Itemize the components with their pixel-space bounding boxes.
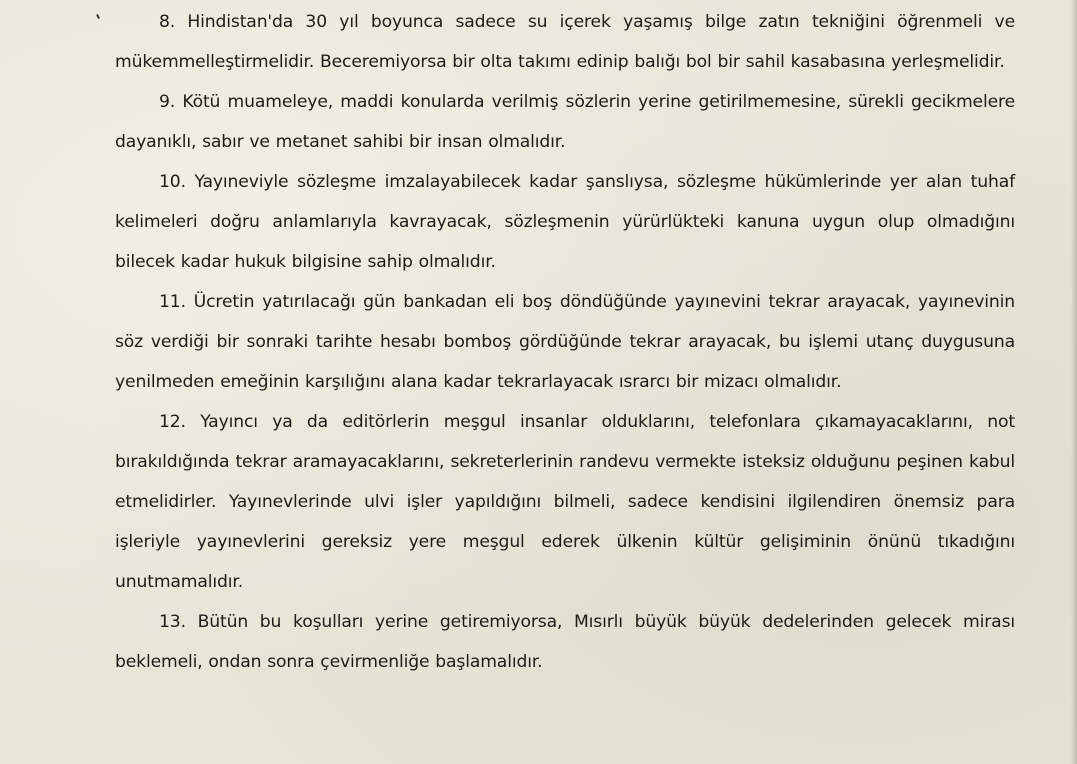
paragraph-item-12: 12. Yayıncı ya da editörlerin meşgul insanlar olduklarını, telefonlara çıkamayacaklarını, not bırakıldığında tekrar aramayacaklarını, sekreterlerinin randevu vermekte isteksiz olduğunu peşinen kabul etmelidirler. Yayınevlerinde ulvi işler yapıldığını bilmeli, sadece kendisini ilgilendiren önemsiz para işleriyle yayınevlerini gereksiz yere meşgul ederek ülkenin kültür gelişiminin önünü tıkadığını unutmamalıdır.: [115, 412, 1015, 592]
paragraph-item-11: 11. Ücretin yatırılacağı gün bankadan eli boş döndüğünde yayınevini tekrar arayacak, yayınevinin söz verdiği bir sonraki tarihte hesabı bomboş gördüğünde tekrar arayacak, bu işlemi utanç duygusuna yenilmeden emeğinin karşılığını alana kadar tekrarlayacak ısrarcı bir mizacı olmalıdır.: [115, 292, 1015, 392]
paragraph-item-9: 9. Kötü muameleye, maddi konularda verilmiş sözlerin yerine getirilmemesine, sürekli gecikmelere dayanıklı, sabır ve metanet sahibi bir insan olmalıdır.: [115, 92, 1015, 152]
scan-speck: [96, 14, 100, 19]
page-edge-shadow: [1071, 0, 1077, 764]
text-block: [115, 2, 1015, 682]
paragraph-item-10: 10. Yayıneviyle sözleşme imzalayabilecek kadar şanslıysa, sözleşme hükümlerinde yer alan tuhaf kelimeleri doğru anlamlarıyla kavrayacak, sözleşmenin yürürlükteki kanuna uygun olup olmadığını bilecek kadar hukuk bilgisine sahip olmalıdır.: [115, 172, 1015, 272]
paragraph-item-13: 13. Bütün bu koşulları yerine getiremiyorsa, Mısırlı büyük büyük dedelerinden gelecek mirası beklemeli, ondan sonra çevirmenliğe başlamalıdır.: [115, 612, 1015, 672]
paragraph-item-8: 8. Hindistan'da 30 yıl boyunca sadece su içerek yaşamış bilge zatın tekniğini öğrenmeli ve mükemmelleştirmelidir. Beceremiyorsa bir olta takımı edinip balığı bol bir sahil kasabasına yerleşmelidir.: [115, 12, 1015, 72]
